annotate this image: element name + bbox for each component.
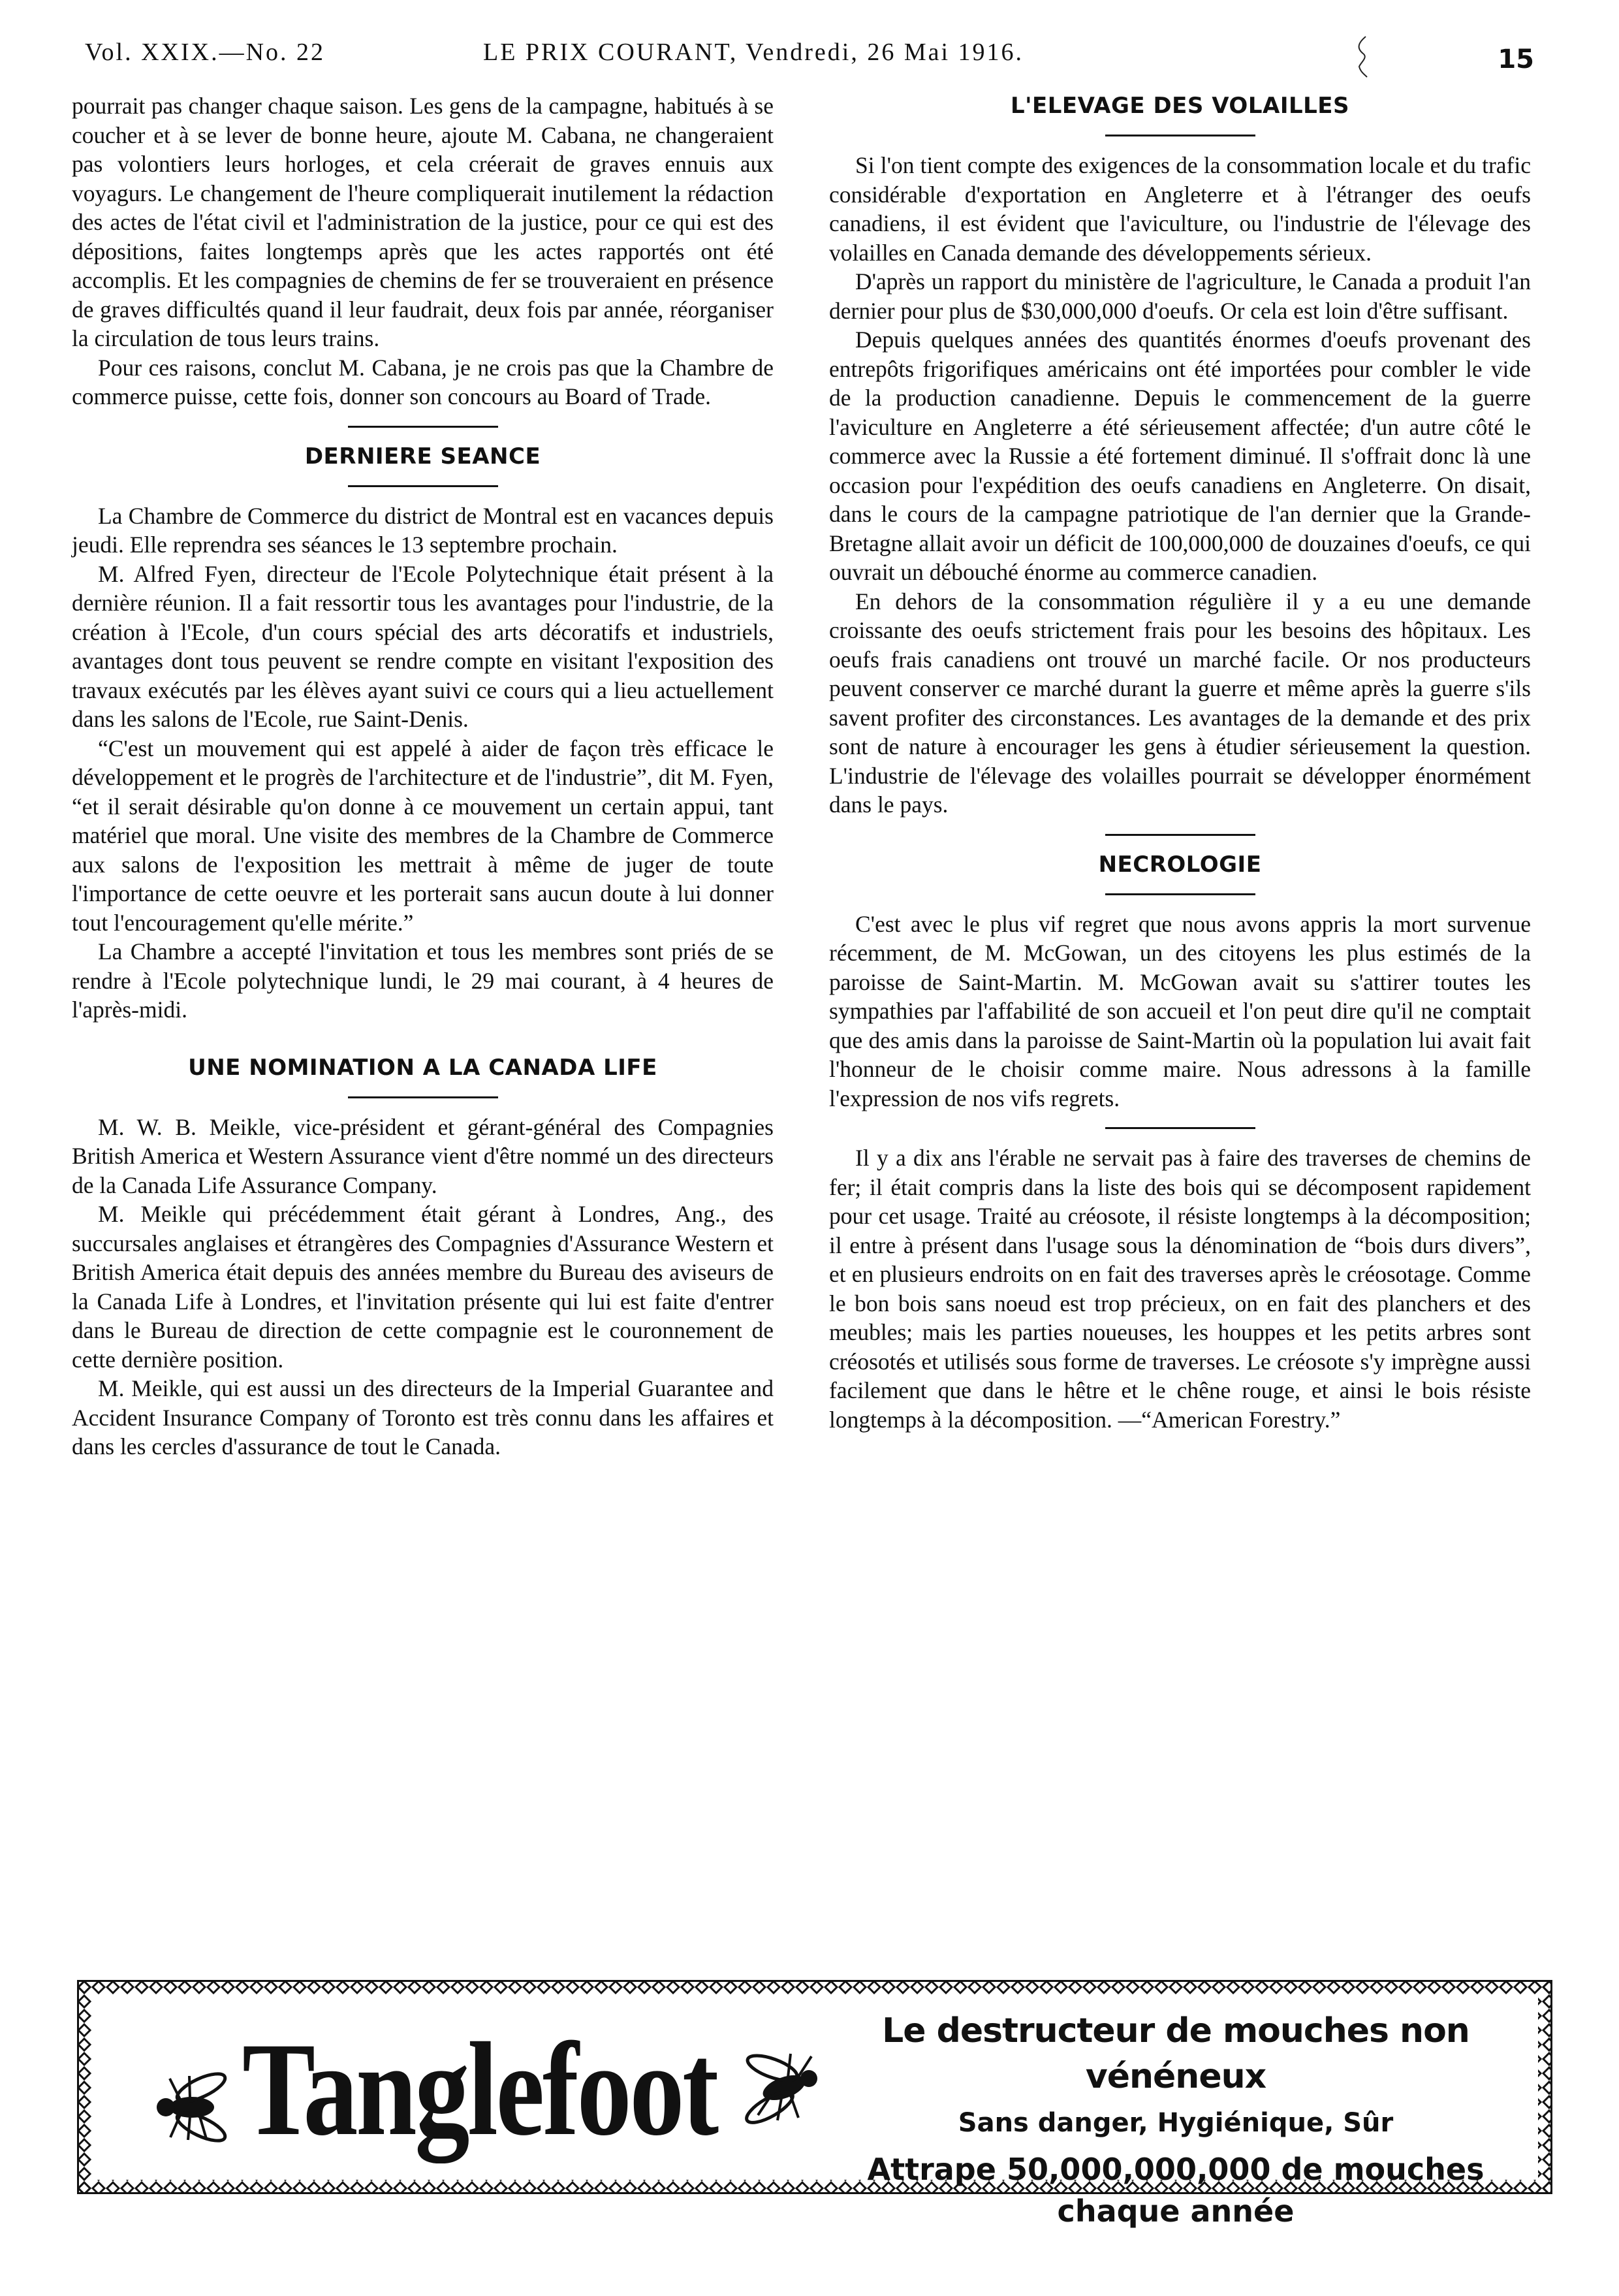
brand-name: Tanglefoot <box>242 2015 717 2163</box>
ad-copy <box>830 2008 1522 2231</box>
article-heading: DERNIERE SEANCE <box>304 443 541 470</box>
article-paragraph: M. Meikle, qui est aussi un des directeurs de la Imperial Guarantee and Accident Insurance Company of Toronto est très connu dans les affaires et dans les cercles d'assurance de tout le Canada. <box>72 1375 774 1459</box>
article-paragraph: M. Alfred Fyen, directeur de l'Ecole Polytechnique était présent à la dernière réunion. Il a fait ressortir tous les avantages pour l'industrie, de la création à l'Ecole, d'un cours spécial des arts décoratifs et industriels, avantages dont tous peuvent se rendre compte en visitant l'exposition des travaux exécutés par les élèves ayant suivi ce cours qui a lieu actuellement dans les salons de l'Ecole, rue Saint-Denis. <box>72 560 774 732</box>
tanglefoot-advertisement <box>77 1980 1552 2229</box>
article-heading: NECROLOGIE <box>1098 851 1262 878</box>
article-paragraph: Il y a dix ans l'érable ne servait pas à faire des traverses de chemins de fer; il était compris dans la liste des bois qui se décomposent rapidement pour cet usage. Traité au créosote, il résiste longtemps à la décomposition; il entre à présent dans l'usage sous la dénomination de “bois durs divers”, et en plusieurs endroits on en fait des traverses après le créosotage. Comme le bon bois sans noeud est trop précieux, on en fait des planchers et des meubles; mais les parties noueuses, les houppes et les petits arbres sont créosotés et utilisés sous forme de traverses. Le créosote s'y imprègne aussi facilement que dans le hêtre et le chêne rouge, et ainsi le bois résiste longtemps à la décomposition. —“American Forestry.” <box>829 1145 1531 1433</box>
article-heading: UNE NOMINATION A LA CANADA LIFE <box>188 1054 657 1081</box>
article-paragraph: La Chambre de Commerce du district de Montral est en vacances depuis jeudi. Elle reprendra ses séances le 13 septembre prochain. <box>72 502 774 558</box>
ad-claim-cont: chaque année <box>1057 2193 1295 2229</box>
running-header <box>85 31 1534 84</box>
article-paragraph: “C'est un mouvement qui est appelé à aider de façon très efficace le développement et le progrès de l'architecture et de l'industrie”, dit M. Fyen, “et il serait désirable qu'on donne à ce mouvement un certain appui, tant matériel que moral. Une visite des membres de la Chambre de Commerce aux salons de l'exposition les mettrait à même de juger de toute l'importance de cette oeuvre et les porterait sans aucun doute à lui donner tout l'encouragement qu'elle mérite.” <box>72 735 774 936</box>
right-column <box>829 91 1531 1434</box>
ad-headline: Le destructeur de mouches non vénéneux <box>882 2011 1470 2096</box>
section-rule <box>1105 1127 1255 1129</box>
section-rule <box>348 426 498 428</box>
article-heading: L'ELEVAGE DES VOLAILLES <box>1010 93 1350 119</box>
article-paragraph: C'est avec le plus vif regret que nous avons appris la mort survenue récemment, de M. McGowan, un des citoyens les plus estimés de la paroisse de Saint-Martin. M. McGowan avait su s'attirer toutes les sympathies par l'affabilité de son accueil et l'on peut dire qu'il ne comptait que des amis dans la paroisse de Saint-Martin où la population lui avait fait l'honneur de le choisir comme maire. Nous adressons à la famille l'expression de nos vifs regrets. <box>829 910 1531 1111</box>
ad-subline: Sans danger, Hygiénique, Sûr <box>958 2108 1394 2138</box>
volume-number: Vol. XXIX.—No. 22 <box>85 39 326 66</box>
section-rule <box>1105 834 1255 836</box>
article-paragraph: La Chambre a accepté l'invitation et tous les membres sont priés de se rendre à l'Ecole polytechnique lundi, le 29 mai courant, à 4 heures de l'après-midi. <box>72 938 774 1023</box>
section-rule <box>1105 135 1255 136</box>
page-number: 15 <box>1498 44 1534 74</box>
continued-paragraph: pourrait pas changer chaque saison. Les gens de la campagne, habitués à se coucher et à se lever de bonne heure, ajoute M. Cabana, ne changeraient pas volontiers leurs horloges, et cela créerait de graves ennuis aux voyagurs. Le changement de l'heure compliquerait inutilement la rédaction des actes de l'état civil et l'administration de la justice, pour ce qui est des dépositions, faites longtemps après que les actes rapportés ont été accomplis. Et les compagnies de chemins de fer se trouveraient en présence de graves difficultés quand il leur faudrait, deux fois par année, réorganiser la circulation de tous leurs trains. <box>72 93 774 351</box>
ad-claim: Attrape 50,000,000,000 de mouches <box>867 2152 1485 2187</box>
article-paragraph: M. W. B. Meikle, vice-président et gérant-général des Compagnies British America et Western Assurance vient d'être nommé un des directeurs de la Canada Life Assurance Company. <box>72 1113 774 1198</box>
ink-mark-icon <box>1351 34 1377 80</box>
article-paragraph: Si l'on tient compte des exigences de la consommation locale et du trafic considérable d'exportation en Angleterre et à l'étranger des oeufs canadiens, il est évident que l'aviculture, ou l'industrie de l'élevage des volailles en Canada demande des développements sérieux. <box>829 152 1531 266</box>
article-paragraph: Depuis quelques années des quantités énormes d'oeufs provenant des entrepôts frigorifiques américains ont été importées pour combler le vide de la production canadienne. Depuis le commencement de la guerre l'aviculture en Angleterre a été sérieusement affectée; d'un autre côté le commerce avec la Russie a été fortement diminué. Il s'offrait donc là une occasion pour l'expédition des oeufs canadiens en Angleterre. On disait, dans le cours de la campagne patriotique de l'an dernier que la Grande-Bretagne allait avoir un déficit de 100,000,000 de douzaines d'oeufs, ce qui ouvrait un débouché énorme au commerce canadien. <box>829 327 1531 585</box>
article-paragraph: D'après un rapport du ministère de l'agriculture, le Canada a produit l'an dernier pour plus de $30,000,000 d'oeufs. Or cela est loin d'être suffisant. <box>829 268 1531 324</box>
journal-title-date: LE PRIX COURANT, Vendredi, 26 Mai 1916. <box>483 39 1024 66</box>
fly-icon <box>738 2046 836 2124</box>
section-rule <box>348 485 498 487</box>
continued-paragraph: Pour ces raisons, conclut M. Cabana, je ne crois pas que la Chambre de commerce puisse, cette fois, donner son concours au Board of Trade. <box>72 354 774 409</box>
section-rule <box>348 1096 498 1098</box>
fly-icon <box>141 2065 239 2144</box>
article-paragraph: M. Meikle qui précédemment était gérant à Londres, Ang., des succursales anglaises et étrangères des Compagnies d'Assurance Western et British America était depuis des années membre du Bureau des aviseurs de la Canada Life à Londres, et l'invitation présente qui lui est faite d'entrer dans le Bureau de direction de cette compagnie est le couronnement de cette dernière position. <box>72 1201 774 1373</box>
left-column <box>72 91 774 1461</box>
article-paragraph: En dehors de la consommation régulière il y a eu une demande croissante des oeufs strictement frais pour les besoins des hôpitaux. Les oeufs frais canadiens ont trouvé un marché facile. Or nos producteurs peuvent conserver ce marché durant la guerre et même après la guerre s'ils savent profiter des circonstances. Les avantages de la demande et des prix sont de nature à encourager les gens à étudier sérieusement la question. L'industrie de l'élevage des volailles pourrait se développer énormément dans le pays. <box>829 588 1531 818</box>
section-rule <box>1105 893 1255 895</box>
